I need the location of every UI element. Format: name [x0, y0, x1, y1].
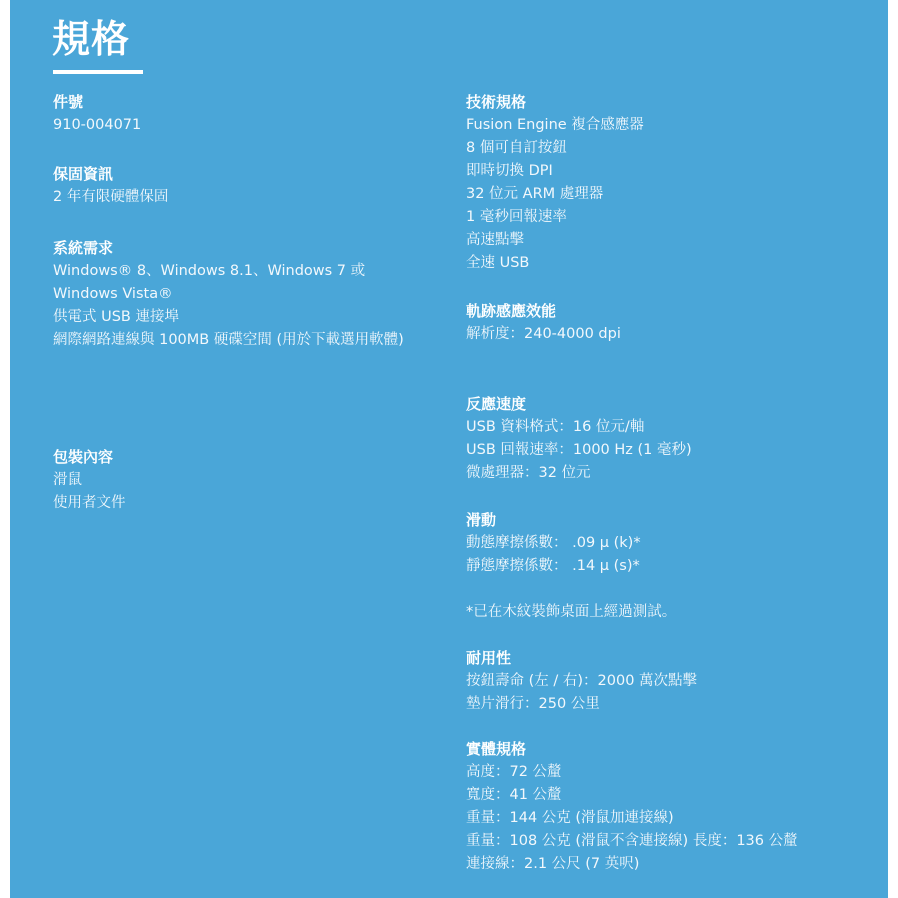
spec-line: 重量：108 公克 (滑鼠不含連接線) 長度：136 公釐 — [466, 833, 798, 849]
spec-line: 高速點擊 — [466, 232, 524, 248]
section-responsiveness — [466, 392, 866, 485]
section-physical-specs — [466, 737, 866, 876]
section-tech-specs — [466, 90, 866, 275]
part-number-value: 910-004071 — [53, 117, 142, 133]
section-heading: 包裝內容 — [53, 448, 114, 466]
spec-line: 微處理器：32 位元 — [466, 465, 591, 481]
section-heading: 系統需求 — [53, 239, 114, 257]
spec-line: 即時切換 DPI — [466, 163, 553, 179]
spec-line: 靜態摩擦係數： .14 μ (s)* — [466, 558, 640, 574]
section-heading: 件號 — [53, 93, 84, 111]
spec-line: USB 資料格式：16 位元/軸 — [466, 419, 645, 435]
requirement-os: Windows® 8、Windows 8.1、Windows 7 或 Windows Vista® — [53, 263, 366, 302]
section-heading: 滑動 — [466, 511, 497, 529]
section-system-requirements — [53, 236, 423, 352]
footnote: *已在木紋裝飾桌面上經過測試。 — [466, 604, 677, 620]
section-warranty — [53, 162, 423, 209]
section-tracking — [466, 299, 866, 346]
requirement-usb: 供電式 USB 連接埠 — [53, 309, 179, 325]
spec-line: 重量：144 公克 (滑鼠加連接線) — [466, 810, 674, 826]
section-heading: 反應速度 — [466, 395, 527, 413]
section-part-number — [53, 90, 423, 137]
page-title: 規格 — [52, 17, 131, 61]
spec-line: 32 位元 ARM 處理器 — [466, 186, 604, 202]
spec-line: USB 回報速率：1000 Hz (1 毫秒) — [466, 442, 692, 458]
spec-line: Fusion Engine 複合感應器 — [466, 117, 644, 133]
spec-line: 連接線：2.1 公尺 (7 英呎) — [466, 856, 640, 872]
section-durability — [466, 646, 866, 716]
package-item: 滑鼠 — [53, 472, 82, 488]
specs-panel — [10, 0, 888, 898]
spec-line: 8 個可自訂按鈕 — [466, 140, 567, 156]
spec-line: 按鈕壽命 (左 / 右)：2000 萬次點擊 — [466, 673, 698, 689]
title-underline — [53, 70, 143, 74]
spec-line: 解析度：240-4000 dpi — [466, 326, 621, 342]
section-heading: 耐用性 — [466, 649, 512, 667]
warranty-value: 2 年有限硬體保固 — [53, 189, 169, 205]
section-heading: 軌跡感應效能 — [466, 302, 557, 320]
section-heading: 保固資訊 — [53, 165, 114, 183]
spacer-line — [466, 578, 866, 601]
section-heading: 技術規格 — [466, 93, 527, 111]
section-heading: 實體規格 — [466, 740, 527, 758]
spec-line: 高度：72 公釐 — [466, 764, 562, 780]
spec-line: 寬度：41 公釐 — [466, 787, 562, 803]
package-item: 使用者文件 — [53, 495, 126, 511]
spec-line: 1 毫秒回報速率 — [466, 209, 567, 225]
section-package-contents — [53, 445, 423, 515]
requirement-internet: 網際網路連線與 100MB 硬碟空間 (用於下載選用軟體) — [53, 332, 404, 348]
spec-line: 墊片滑行：250 公里 — [466, 696, 600, 712]
spec-line: 全速 USB — [466, 255, 530, 271]
section-glide — [466, 508, 866, 624]
spec-line: 動態摩擦係數： .09 μ (k)* — [466, 535, 641, 551]
